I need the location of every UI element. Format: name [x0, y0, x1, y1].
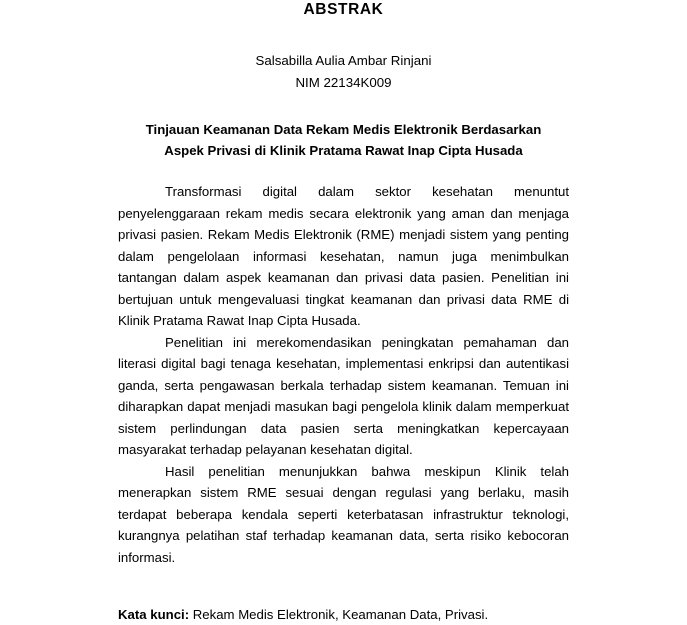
abstract-paragraph: Hasil penelitian menunjukkan bahwa meskipun Klinik telah menerapkan sistem RME sesuai dengan regulasi yang berlaku, masih terdapat beberapa kendala seperti keterbatasan infrastruktur teknologi, kurangnya pelatihan staf terhadap keamanan data, serta risiko kebocoran informasi.: [118, 463, 569, 565]
abstract-paragraph: Penelitian ini merekomendasikan peningkatan pemahaman dan literasi digital bagi tenaga kesehatan, implementasi enkripsi dan autentikasi ganda, serta pengawasan berkala terhadap sistem keamanan. Temuan ini diharapkan dapat menjadi masukan bagi pengelola klinik dalam memperkuat sistem perlindungan data pasien serta meningkatkan kepercayaan masyarakat terhadap pelayanan kesehatan digital.: [118, 334, 569, 457]
research-title: [118, 119, 569, 161]
keywords-value: Rekam Medis Elektronik, Keamanan Data, Privasi.: [192, 607, 489, 622]
abstract-paragraph: Transformasi digital dalam sektor kesehatan menuntut penyelenggaraan rekam medis secara elektronik yang aman dan menjaga privasi pasien. Rekam Medis Elektronik (RME) menjadi sistem yang penting dalam pengelolaan informasi kesehatan, namun juga menimbulkan tantangan dalam aspek keamanan dan privasi data pasien. Penelitian ini bertujuan untuk mengevaluasi tingkat keamanan dan privasi data RME di Klinik Pratama Rawat Inap Cipta Husada.: [118, 184, 569, 328]
keywords-line: [118, 604, 569, 625]
research-title-line-2: Aspek Privasi di Klinik Pratama Rawat Inap Cipta Husada: [164, 143, 523, 158]
author-block: [118, 51, 569, 93]
author-name: Salsabilla Aulia Ambar Rinjani: [255, 53, 432, 68]
abstract-body: [118, 181, 569, 568]
research-title-line-1: Tinjauan Keamanan Data Rekam Medis Elektronik Berdasarkan: [145, 122, 542, 137]
page-title: ABSTRAK: [303, 1, 384, 18]
keywords-label: Kata kunci:: [118, 607, 190, 622]
author-student-id: NIM 22134K009: [295, 75, 392, 90]
